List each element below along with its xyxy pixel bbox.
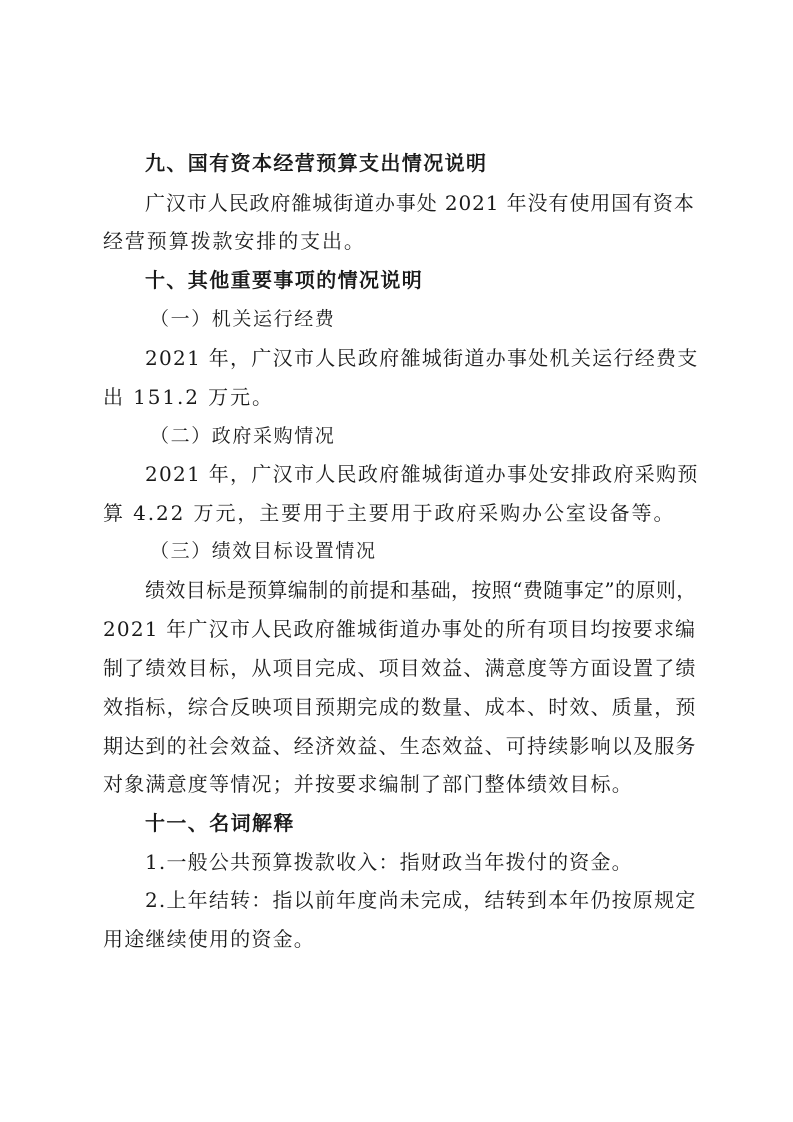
subsection-1-heading: （一）机关运行经费: [150, 308, 336, 330]
subsection-3-paragraph-line-6: 对象满意度等情况；并按要求编制了部门整体绩效目标。: [103, 772, 633, 796]
glossary-item-2-line-1: 2.上年结转：指以前年度尚未完成，结转到本年仍按原规定: [145, 888, 697, 912]
subsection-3-heading: （三）绩效目标设置情况: [150, 540, 377, 562]
section-11-heading: 十一、名词解释: [145, 811, 295, 835]
section-9-heading: 九、国有资本经营预算支出情况说明: [145, 151, 488, 175]
section-9-paragraph-line-1: 广汉市人民政府雒城街道办事处 2021 年没有使用国有资本: [145, 191, 695, 215]
subsection-3-paragraph-line-3: 制了绩效目标，从项目完成、项目效益、满意度等方面设置了绩: [103, 656, 697, 680]
subsection-1-paragraph-line-2: 出 151.2 万元。: [103, 385, 274, 409]
subsection-2-heading: （二）政府采购情况: [150, 425, 336, 447]
subsection-2-paragraph-line-1: 2021 年，广汉市人民政府雒城街道办事处安排政府采购预: [145, 462, 699, 486]
glossary-item-2-line-2: 用途继续使用的资金。: [103, 927, 315, 951]
subsection-2-paragraph-line-2: 算 4.22 万元，主要用于主要用于政府采购办公室设备等。: [103, 501, 676, 525]
subsection-3-paragraph-line-1: 绩效目标是预算编制的前提和基础，按照“费随事定”的原则，: [145, 578, 697, 602]
section-9-paragraph-line-2: 经营预算拨款安排的支出。: [103, 229, 366, 253]
subsection-3-paragraph-line-4: 效指标，综合反映项目预期完成的数量、成本、时效、质量，预: [103, 695, 697, 719]
subsection-3-paragraph-line-5: 期达到的社会效益、经济效益、生态效益、可持续影响以及服务: [103, 734, 697, 758]
glossary-item-1: 1.一般公共预算拨款收入：指财政当年拨付的资金。: [145, 850, 633, 874]
subsection-3-paragraph-line-2: 2021 年广汉市人民政府雒城街道办事处的所有项目均按要求编: [103, 617, 697, 641]
section-10-heading: 十、其他重要事项的情况说明: [145, 268, 424, 292]
subsection-1-paragraph-line-1: 2021 年，广汉市人民政府雒城街道办事处机关运行经费支: [145, 346, 699, 370]
